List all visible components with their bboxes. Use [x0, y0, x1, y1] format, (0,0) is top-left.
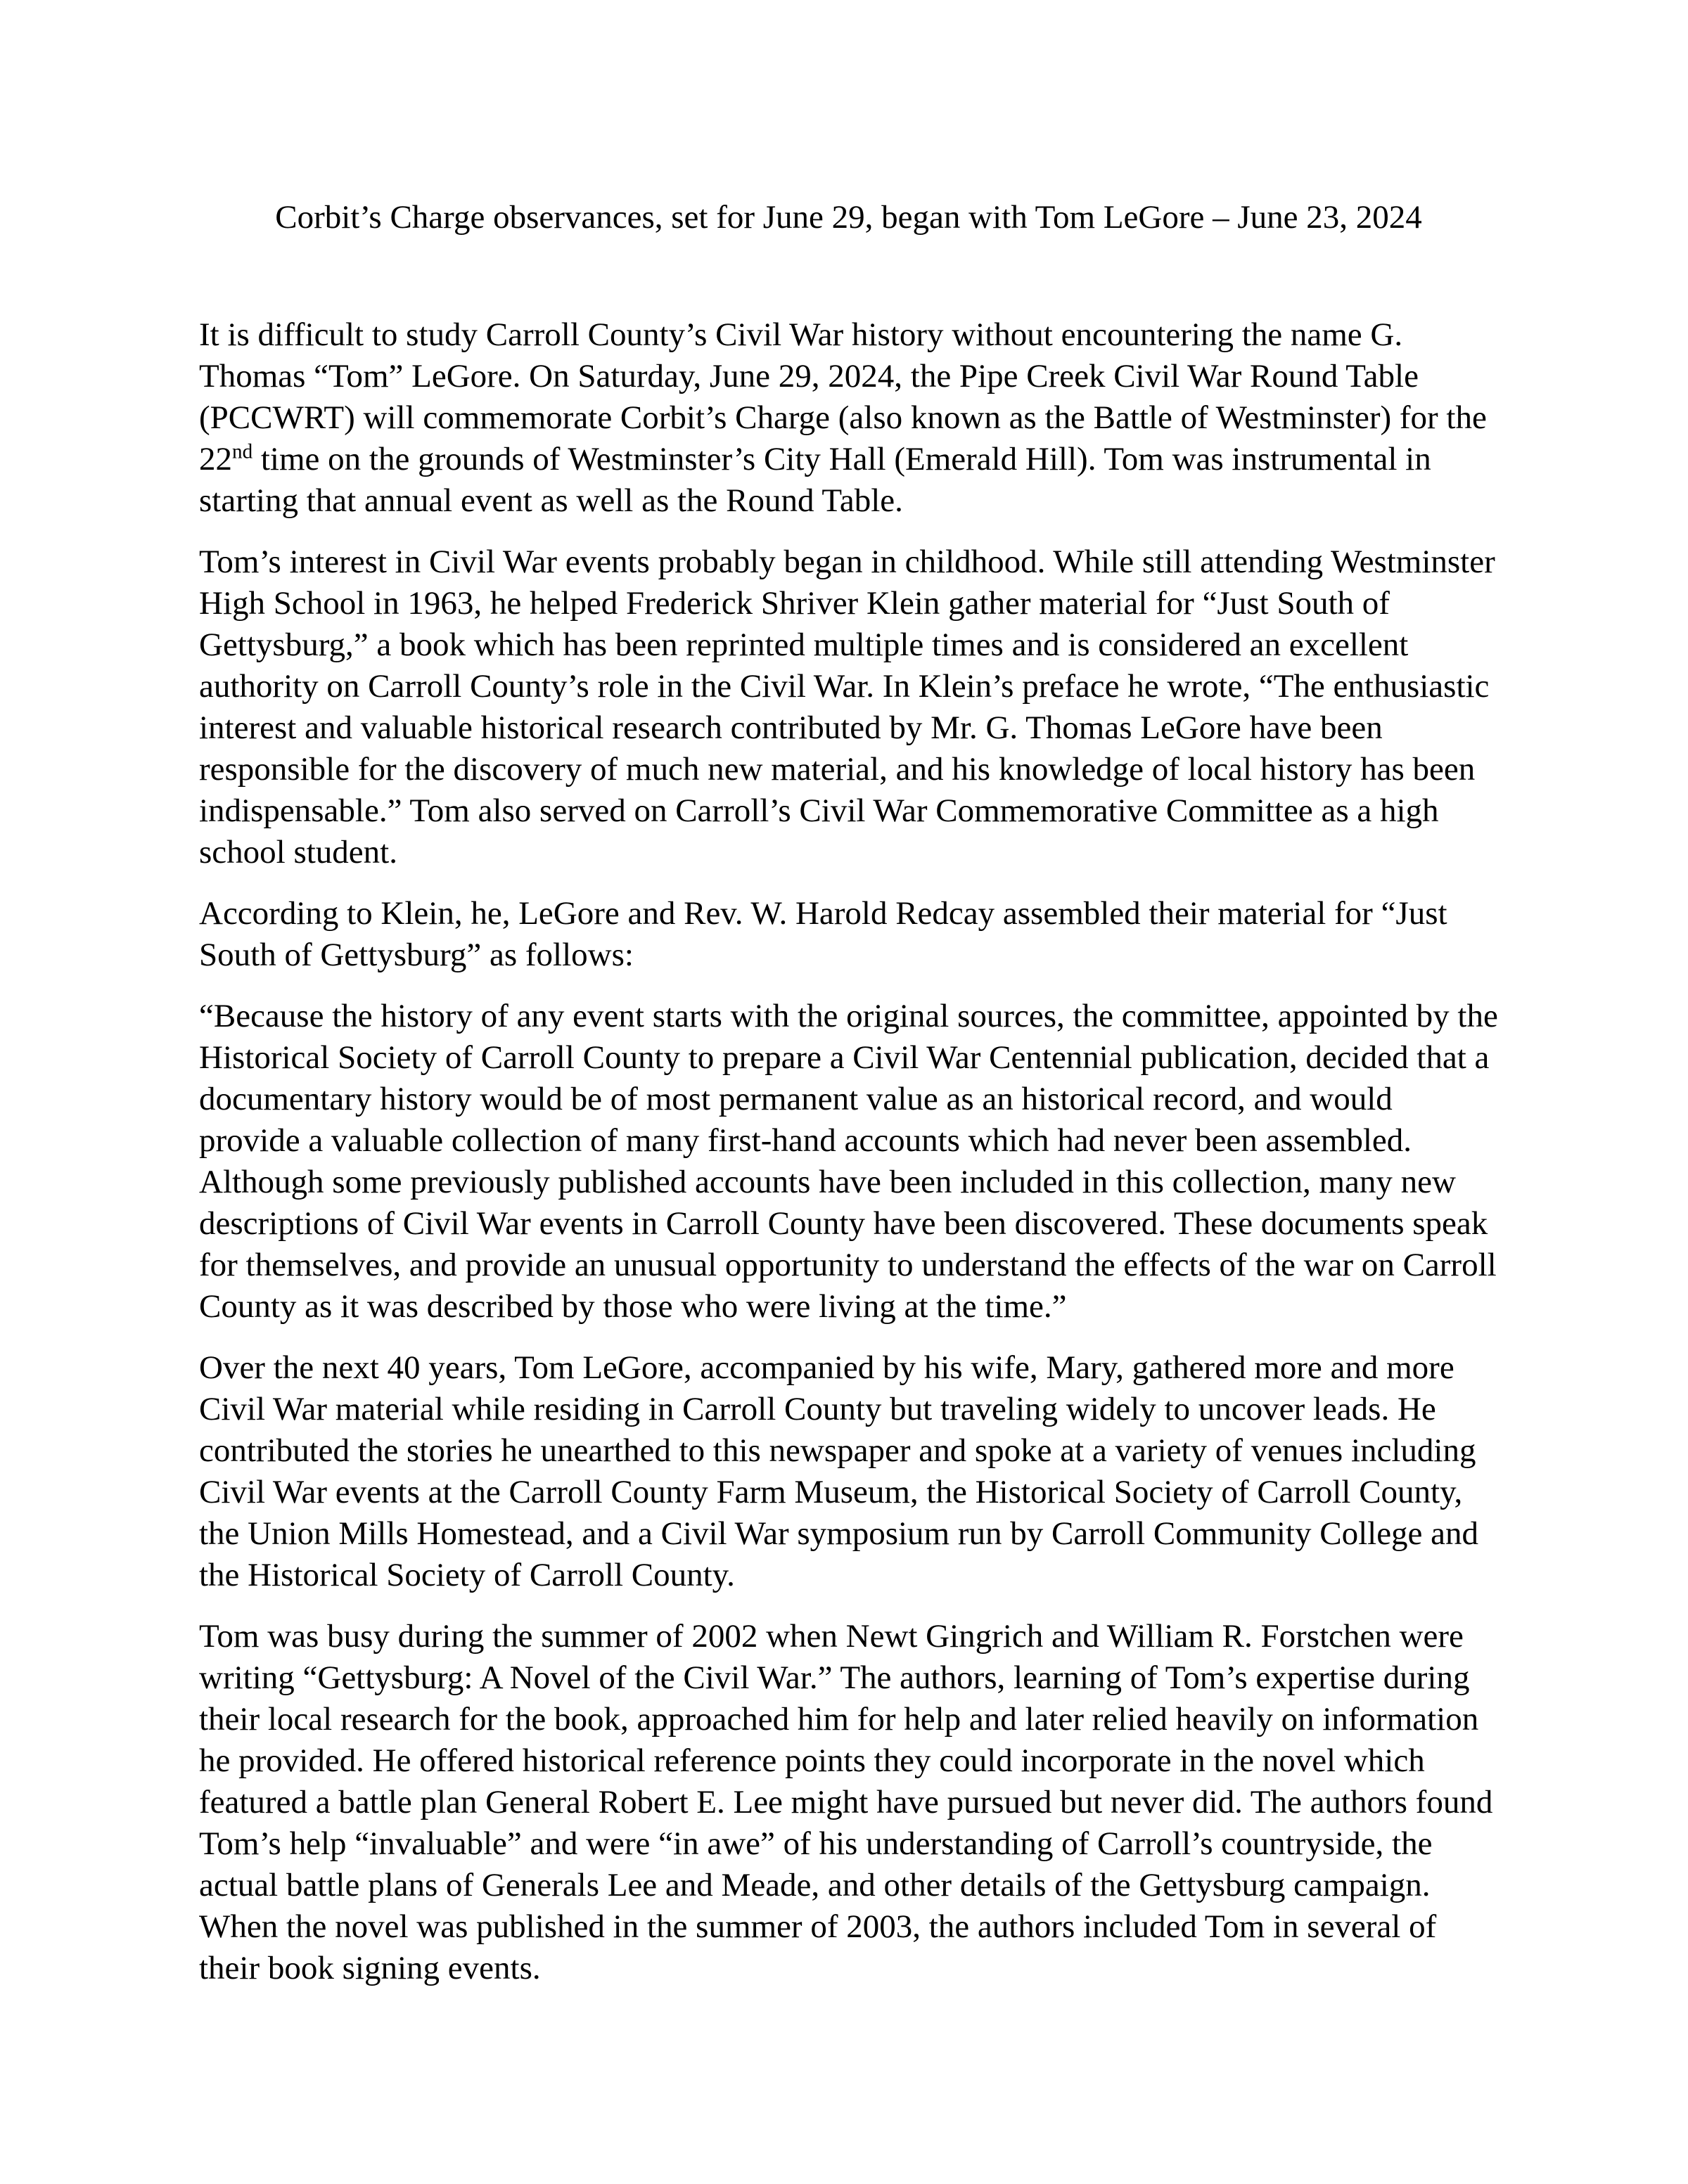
ordinal-suffix-superscript: nd — [232, 440, 253, 463]
paragraph-gettysburg-novel: Tom was busy during the summer of 2002 when Newt Gingrich and William R. Forstchen were writing “Gettysburg: A Novel of the Civil War.” The authors, learning of Tom’s expertise during their local research for the book, approached him for help and later relied heavily on information he provided. He offered historical reference points they could incorporate in the novel which featured a battle plan General Robert E. Lee might have pursued but never did. The authors found Tom’s help “invaluable” and were “in awe” of his understanding of Carroll’s countryside, the actual battle plans of Generals Lee and Meade, and other details of the Gettysburg campaign. When the novel was published in the summer of 2003, the authors included Tom in several of their book signing events. — [199, 1618, 1493, 1986]
paragraph-klein-quote: “Because the history of any event starts with the original sources, the committee, appointed by the Historical Society of Carroll County to prepare a Civil War Centennial publication, decided that a documentary history would be of most permanent value as an historical record, and would provide a valuable collection of many first-hand accounts which had never been assembled. Although some previously published accounts have been included in this collection, many new descriptions of Civil War events in Carroll County have been discovered. These documents speak for themselves, and provide an unusual opportunity to understand the effects of the war on Carroll County as it was described by those who were living at the time.” — [199, 998, 1498, 1325]
paragraph-intro-text-before-ordinal: It is difficult to study Carroll County’s Civil War history without encountering the name G. Thomas “Tom” LeGore. On Saturday, June 29, 2024, the Pipe Creek Civil War Round Table (PCCWRT) will commemorate Corbit’s Charge (also known as the Battle of Westminster) for the 22 — [199, 316, 1487, 477]
paragraph-intro — [199, 314, 1498, 522]
paragraph-intro-text-after-ordinal: time on the grounds of Westminster’s City Hall (Emerald Hill). Tom was instrumental in starting that annual event as well as the Round Table. — [199, 441, 1431, 519]
paragraph-forty-years: Over the next 40 years, Tom LeGore, accompanied by his wife, Mary, gathered more and more Civil War material while residing in Carroll County but traveling widely to uncover leads. He contributed the stories he unearthed to this newspaper and spoke at a variety of venues including Civil War events at the Carroll County Farm Museum, the Historical Society of Carroll County, the Union Mills Homestead, and a Civil War symposium run by Carroll Community College and the Historical Society of Carroll County. — [199, 1349, 1479, 1593]
paragraph-klein-intro: According to Klein, he, LeGore and Rev. W. Harold Redcay assembled their material for “Just South of Gettysburg” as follows: — [199, 895, 1447, 973]
paragraph-childhood: Tom’s interest in Civil War events probably began in childhood. While still attending Westminster High School in 1963, he helped Frederick Shriver Klein gather material for “Just South of Gettysburg,” a book which has been reprinted multiple times and is considered an excellent authority on Carroll County’s role in the Civil War. In Klein’s preface he wrote, “The enthusiastic interest and valuable historical research contributed by Mr. G. Thomas LeGore have been responsible for the discovery of much new material, and his knowledge of local history has been indispensable.” Tom also served on Carroll’s Civil War Commemorative Committee as a high school student. — [199, 544, 1495, 871]
document-title: Corbit’s Charge observances, set for June 29, began with Tom LeGore – June 23, 2024 — [275, 199, 1422, 236]
